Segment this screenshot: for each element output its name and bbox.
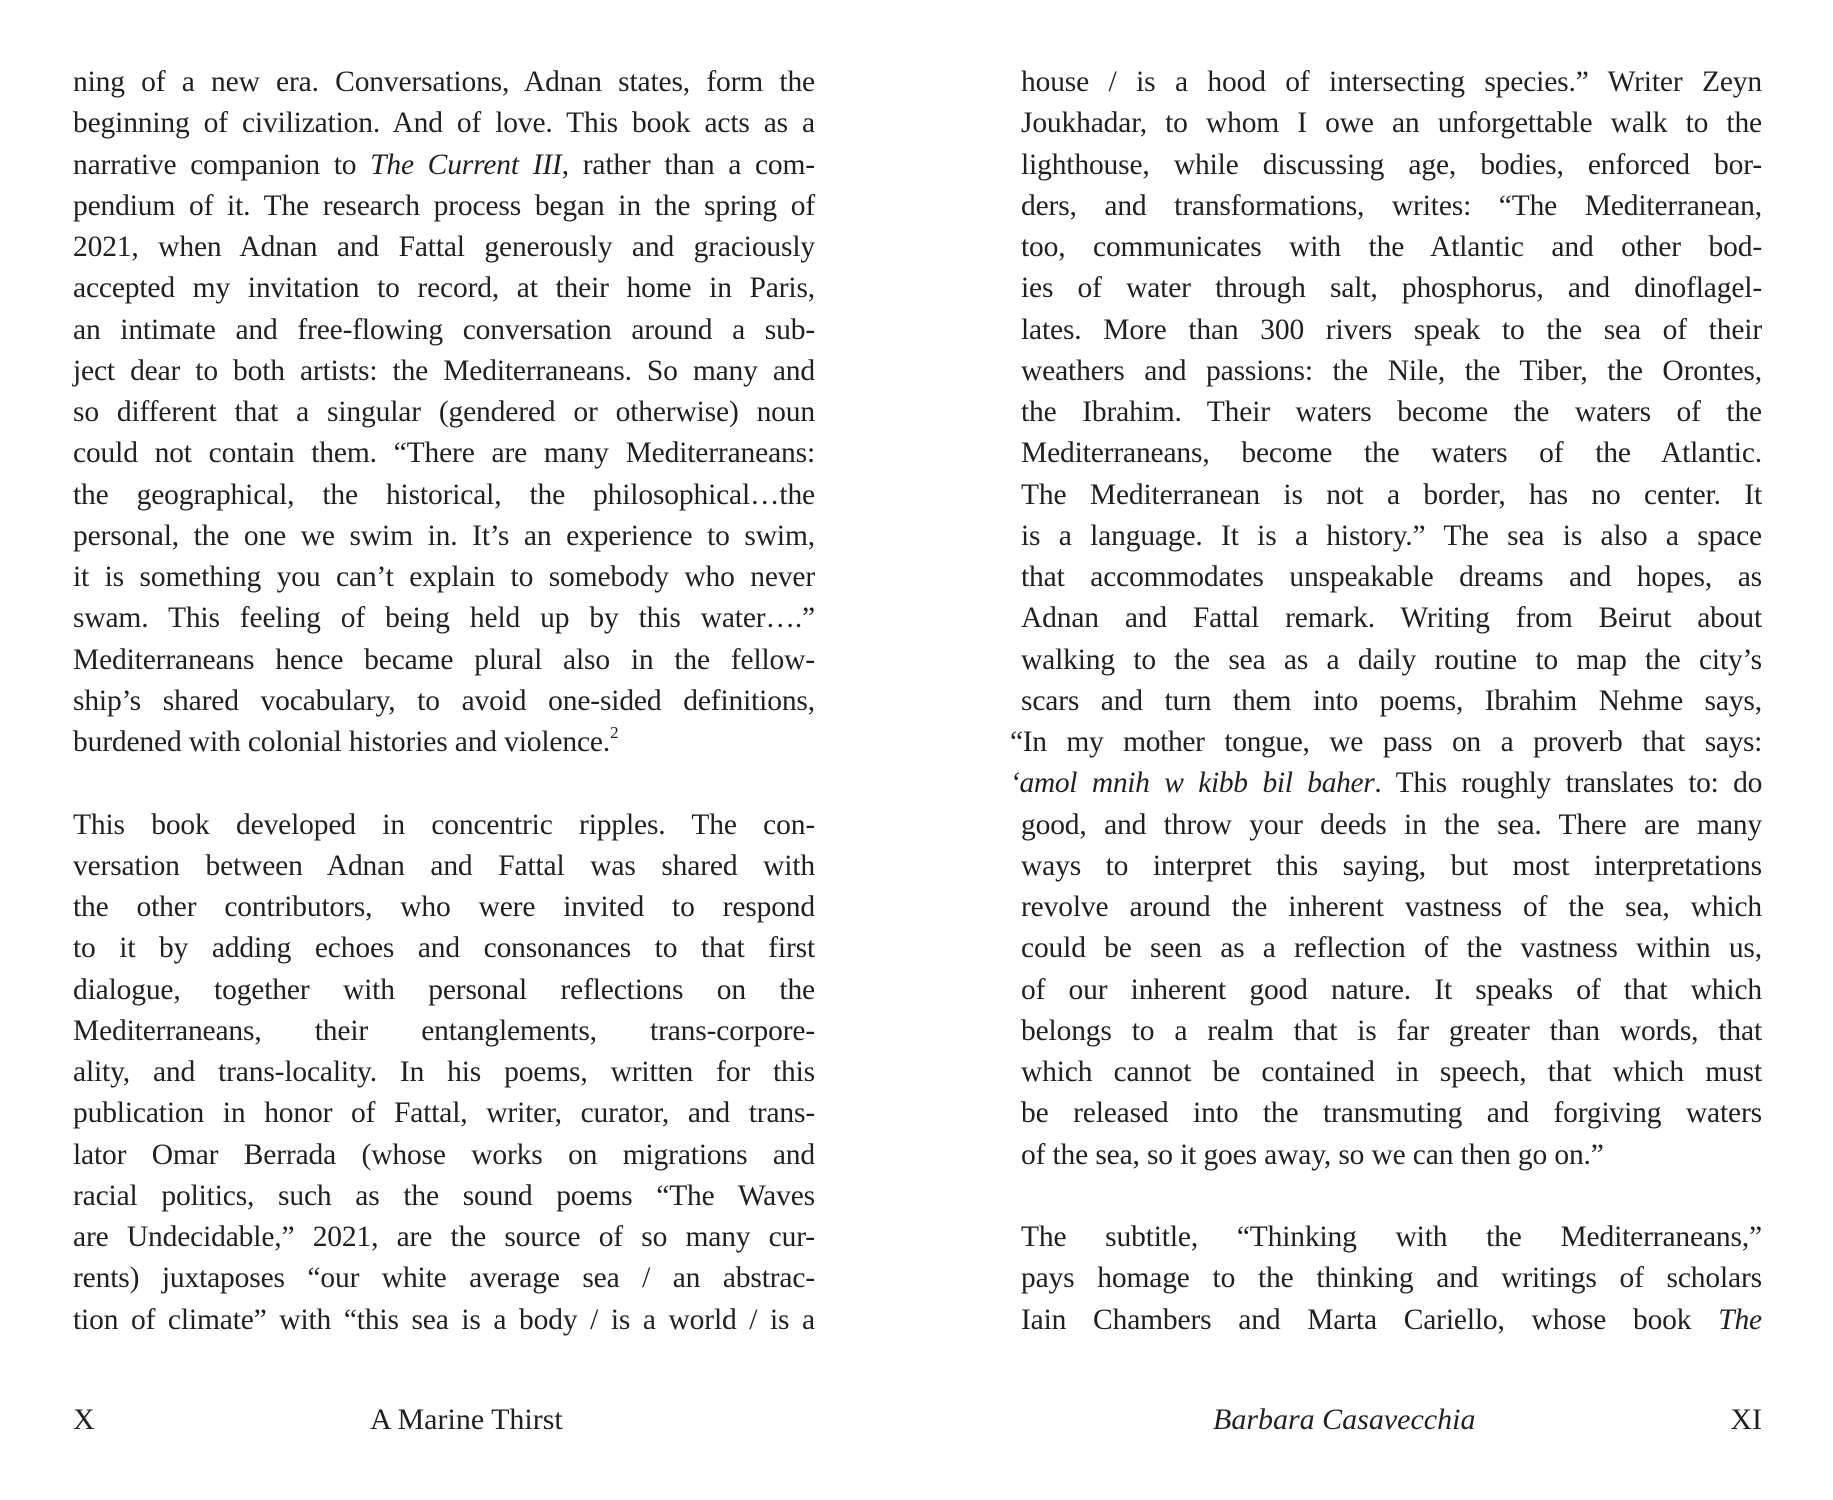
text-line: could be seen as a reflection of the vastness within us, — [1021, 932, 1762, 965]
text-run: Iain Chambers and Marta Cariello, whose book — [1021, 1303, 1719, 1336]
right-page-text-column — [1010, 62, 1762, 1341]
text-line: walking to the sea as a daily routine to map the city’s — [1021, 643, 1762, 676]
text-line: be released into the transmuting and forgiving waters — [1021, 1097, 1762, 1130]
text-line: beginning of civilization. And of love. This book acts as a — [73, 107, 815, 140]
arabic-proverb-italic: ‘amol mnih w kibb bil baher — [1010, 767, 1375, 800]
text-line: pendium of it. The research process began in the spring of — [73, 189, 815, 222]
text-line: are Undecidable,” 2021, are the source of so many cur- — [73, 1221, 815, 1253]
text-line — [1021, 1300, 1762, 1341]
text-line: the Ibrahim. Their waters become the waters of the — [1021, 396, 1762, 428]
book-title-italic: The — [1718, 1303, 1762, 1336]
text-line: weathers and passions: the Nile, the Tiber, the Orontes, — [1021, 354, 1762, 387]
text-line: the geographical, the historical, the philosophical…the — [73, 478, 815, 511]
right-page — [916, 0, 1833, 1500]
text-line: Mediterraneans hence became plural also in the fellow- — [73, 643, 815, 676]
text-line: tion of climate” with “this sea is a body / is a world / is a — [73, 1303, 815, 1336]
running-head-book-title: A Marine Thirst — [370, 1403, 563, 1436]
text-line: that accommodates unspeakable dreams and hopes, as — [1021, 561, 1762, 593]
text-run: narrative companion to — [73, 148, 371, 181]
text-line: is a language. It is a history.” The sea is also a space — [1021, 519, 1762, 552]
paragraph-break — [1021, 1176, 1762, 1217]
text-line: The Mediterranean is not a border, has no center. It — [1021, 478, 1762, 511]
text-line: pays homage to the thinking and writings of scholars — [1021, 1262, 1762, 1295]
running-head-author: Barbara Casavecchia — [1213, 1403, 1476, 1436]
text-line: house / is a hood of intersecting species.” Writer Zeyn — [1021, 66, 1762, 98]
text-line: good, and throw your deeds in the sea. There are many — [1021, 808, 1762, 841]
text-line: so different that a singular (gendered or otherwise) noun — [73, 396, 815, 428]
text-line: belongs to a realm that is far greater than words, that — [1021, 1014, 1762, 1047]
text-line: ning of a new era. Conversations, Adnan states, form the — [73, 66, 815, 98]
text-line: the other contributors, who were invited to respond — [73, 891, 815, 923]
text-line: ship’s shared vocabulary, to avoid one-sided definitions, — [73, 684, 815, 717]
text-line: scars and turn them into poems, Ibrahim Nehme says, — [1021, 684, 1762, 717]
left-page — [0, 0, 916, 1500]
text-run: , rather than a com- — [561, 148, 815, 181]
text-line: lates. More than 300 rivers speak to the sea of their — [1021, 313, 1762, 346]
text-line: “In my mother tongue, we pass on a proverb that says: — [1010, 726, 1762, 758]
text-line: ality, and trans-locality. In his poems, written for this — [73, 1056, 815, 1088]
text-line: which cannot be contained in speech, that which must — [1021, 1056, 1762, 1088]
text-line: ways to interpret this saying, but most interpretations — [1021, 849, 1762, 882]
text-line: The subtitle, “Thinking with the Mediterraneans,” — [1021, 1221, 1762, 1253]
text-line: 2021, when Adnan and Fattal generously and graciously — [73, 231, 815, 263]
text-line: of our inherent good nature. It speaks of that which — [1021, 973, 1762, 1006]
text-line: racial politics, such as the sound poems “The Waves — [73, 1179, 815, 1212]
book-title-italic: The Current III — [370, 148, 562, 181]
text-line: of the sea, so it goes away, so we can then go on.” — [1021, 1138, 1604, 1171]
text-line: to it by adding echoes and consonances to that first — [73, 932, 815, 965]
text-line: This book developed in concentric ripples. The con- — [73, 808, 815, 841]
text-line: Adnan and Fattal remark. Writing from Beirut about — [1021, 602, 1762, 635]
text-line: Joukhadar, to whom I owe an unforgettable walk to the — [1021, 107, 1762, 140]
text-line: revolve around the inherent vastness of the sea, which — [1021, 891, 1762, 923]
page-number-right: XI — [1730, 1403, 1762, 1436]
text-line — [73, 722, 815, 763]
text-line: versation between Adnan and Fattal was shared with — [73, 849, 815, 882]
text-line — [1010, 763, 1762, 804]
text-line: lator Omar Berrada (whose works on migrations and — [73, 1138, 815, 1171]
text-line: publication in honor of Fattal, writer, curator, and trans- — [73, 1097, 815, 1130]
text-line: lighthouse, while discussing age, bodies, enforced bor- — [1021, 148, 1762, 181]
text-line: ject dear to both artists: the Mediterraneans. So many and — [73, 354, 815, 387]
text-line: it is something you can’t explain to somebody who never — [73, 561, 815, 593]
footnote-reference[interactable]: 2 — [610, 723, 619, 742]
text-run: . This roughly translates to: do — [1374, 767, 1762, 800]
paragraph-break — [73, 763, 815, 804]
text-line: rents) juxtaposes “our white average sea / an abstrac- — [73, 1262, 815, 1295]
text-line: too, communicates with the Atlantic and other bod- — [1021, 231, 1762, 263]
left-page-text-column — [73, 62, 815, 1341]
text-line — [73, 145, 815, 186]
text-line: an intimate and free-flowing conversation around a sub- — [73, 313, 815, 346]
text-run: burdened with colonial histories and violence. — [73, 726, 611, 758]
text-line: ies of water through salt, phosphorus, and dinoflagel- — [1021, 272, 1762, 305]
text-line: swam. This feeling of being held up by this water….” — [73, 602, 815, 635]
text-line: accepted my invitation to record, at their home in Paris, — [73, 272, 815, 305]
text-line: dialogue, together with personal reflections on the — [73, 973, 815, 1006]
text-line: Mediterraneans, become the waters of the Atlantic. — [1021, 437, 1762, 470]
text-line: personal, the one we swim in. It’s an experience to swim, — [73, 519, 815, 552]
page-number-left: X — [73, 1403, 95, 1436]
text-line: ders, and transformations, writes: “The Mediterranean, — [1021, 189, 1762, 222]
text-line: Mediterraneans, their entanglements, trans-corpore- — [73, 1014, 815, 1047]
text-line: could not contain them. “There are many Mediterraneans: — [73, 437, 815, 470]
